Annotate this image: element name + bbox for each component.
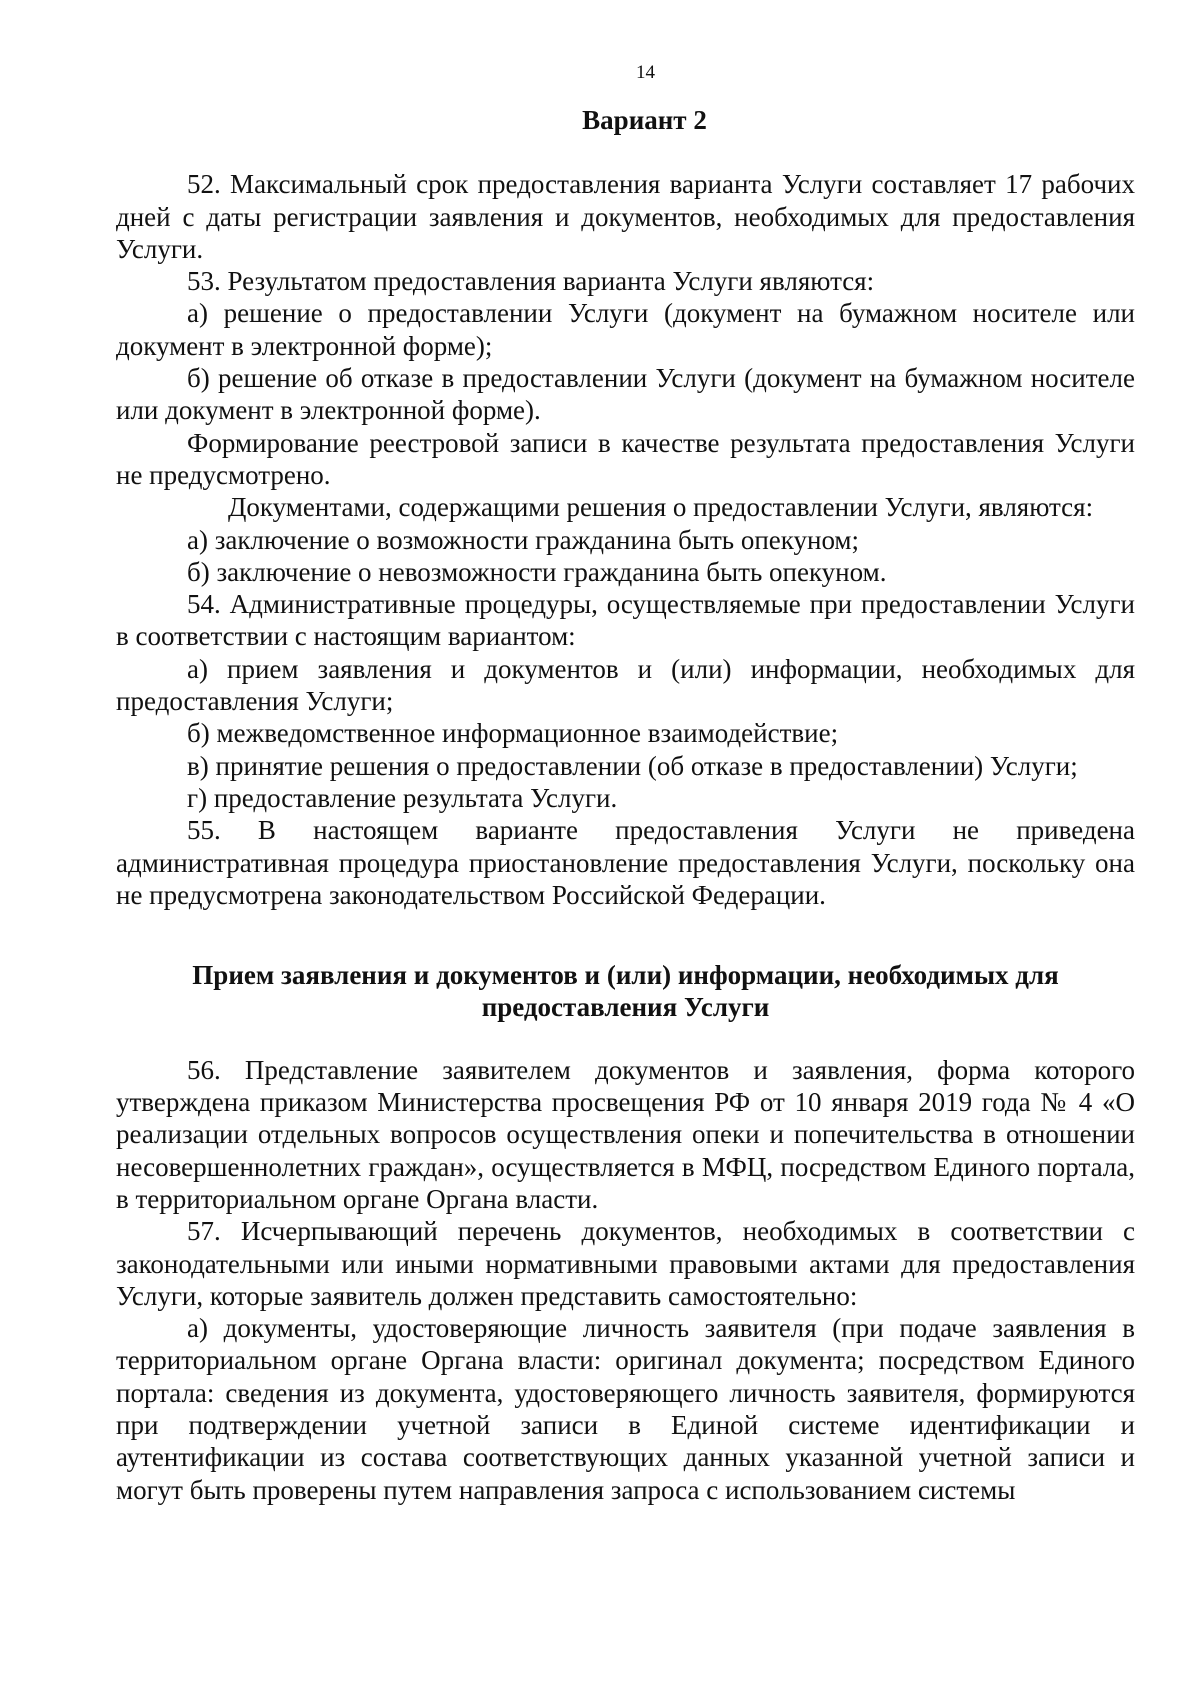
paragraph-56: 56. Представление заявителем документов и заявления, форма которого утверждена приказом Министерства просвещения РФ от 10 января 2019 года № 4 «О реализации отдельных вопросов осуществления опеки и попечительства в отношении несовершеннолетних граждан», осуществляется в МФЦ, посредством Единого портала, в территориальном органе Органа власти. [116,1054,1135,1214]
paragraph-53-b: б) решение об отказе в предоставлении Услуги (документ на бумажном носителе или документ в электронной форме). [116,363,1135,426]
paragraph-52: 52. Максимальный срок предоставления варианта Услуги составляет 17 рабочих дней с даты регистрации заявления и документов, необходимых для предоставления Услуги. [116,169,1135,264]
paragraph-57-a: а) документы, удостоверяющие личность заявителя (при подаче заявления в территориальном органе Органа власти: оригинал документа; посредством Единого портала: сведения из документа, удостоверяющего личность заявителя, формируются при подтверждении учетной записи в Единой системе идентификации и аутентификации из состава соответствующих данных указанной учетной записи и могут быть проверены путем направления запроса с использованием системы [116,1313,1135,1505]
paragraph-54-g: г) предоставление результата Услуги. [187,782,618,813]
paragraph-decision-documents: Документами, содержащими решения о предоставлении Услуги, являются: [228,492,1094,523]
paragraph-53-a: а) решение о предоставлении Услуги (документ на бумажном носителе или документ в электронной форме); [116,298,1135,361]
paragraph-57: 57. Исчерпывающий перечень документов, необходимых в соответствии с законодательными или иными нормативными правовыми актами для предоставления Услуги, которые заявитель должен представить самостоятельно: [116,1216,1135,1311]
paragraph-54-v: в) принятие решения о предоставлении (об отказе в предоставлении) Услуги; [187,750,1078,781]
paragraph-53: 53. Результатом предоставления варианта Услуги являются: [187,266,875,297]
paragraph-54-b: б) межведомственное информационное взаимодействие; [187,718,839,749]
paragraph-docs-b: б) заключение о невозможности гражданина быть опекуном. [187,556,887,587]
paragraph-54-a: а) прием заявления и документов и (или) информации, необходимых для предоставления Услуги; [116,653,1135,717]
paragraph-55: 55. В настоящем варианте предоставления Услуги не приведена административная процедура приостановление предоставления Услуги, поскольку она не предусмотрена законодательством Российской Федерации. [116,815,1135,910]
paragraph-docs-a: а) заключение о возможности гражданина быть опекуном; [187,524,860,555]
section-heading: Прием заявления и документов и (или) информации, необходимых для предоставления Услуги [192,960,1059,1023]
variant-heading: Вариант 2 [582,105,707,135]
page-number: 14 [636,62,655,83]
paragraph-54: 54. Административные процедуры, осуществляемые при предоставлении Услуги в соответствии с настоящим вариантом: [116,589,1135,652]
paragraph-registry-record: Формирование реестровой записи в качестве результата предоставления Услуги не предусмотрено. [116,427,1135,490]
